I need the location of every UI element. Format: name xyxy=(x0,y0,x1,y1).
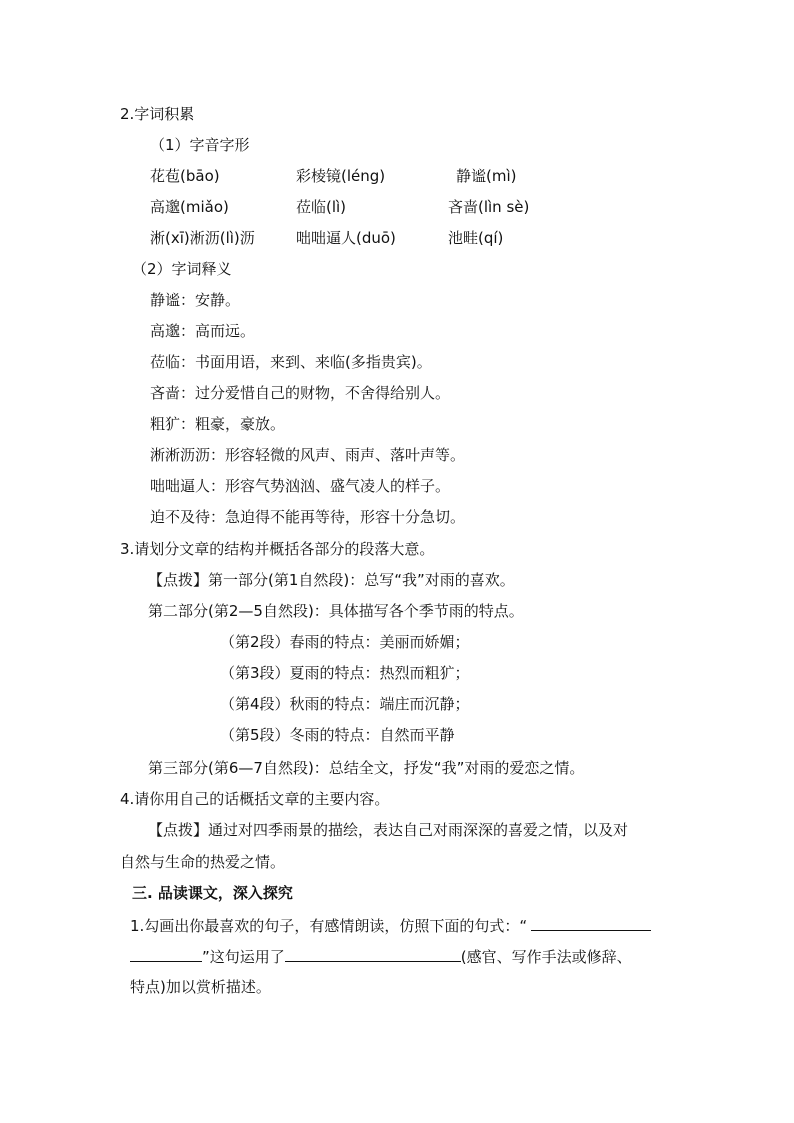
summary-answer-line-2: 自然与生命的热爱之情。 xyxy=(120,853,286,871)
definition-item: 迫不及待：急迫得不能再等待，形容十分急切。 xyxy=(150,508,466,526)
word-entry: 吝啬(lìn sè) xyxy=(448,198,530,216)
definition-item: 粗犷：粗豪，豪放。 xyxy=(150,415,286,433)
answer-blank[interactable] xyxy=(130,946,202,962)
part-three-heading: 三. 品读课文，深入探究 xyxy=(132,884,293,902)
definition-item: 莅临：书面用语，来到、来临(多指贵宾)。 xyxy=(150,353,432,371)
section-3-question: 3.请划分文章的结构并概括各部分的段落大意。 xyxy=(120,540,435,558)
definition-item: 高邈：高而远。 xyxy=(150,322,256,340)
structure-part-3: 第三部分(第6—7自然段)：总结全文，抒发“我”对雨的爱恋之情。 xyxy=(148,759,585,777)
word-entry: 静谧(mì) xyxy=(456,167,517,185)
definition-item: 静谧：安静。 xyxy=(150,291,241,309)
structure-part-2: 第二部分(第2—5自然段)：具体描写各个季节雨的特点。 xyxy=(148,602,524,620)
word-entry: 彩棱镜(léng) xyxy=(296,167,386,185)
answer-blank[interactable] xyxy=(285,946,461,962)
word-entry: 高邈(miǎo) xyxy=(150,198,229,216)
season-item: （第5段）冬雨的特点：自然而平静 xyxy=(220,726,455,744)
word-entry: 咄咄逼人(duō) xyxy=(296,229,396,247)
definition-item: 淅淅沥沥：形容轻微的风声、雨声、落叶声等。 xyxy=(150,446,466,464)
definition-item: 咄咄逼人：形容气势汹汹、盛气凌人的样子。 xyxy=(150,477,451,495)
word-entry: 花苞(bāo) xyxy=(150,167,220,185)
question-1-text: 1.勾画出你最喜欢的句子，有感情朗读，仿照下面的句式：“ xyxy=(130,917,528,935)
section-2-heading: 2.字词积累 xyxy=(120,105,195,123)
definition-item: 吝啬：过分爱惜自己的财物，不舍得给别人。 xyxy=(150,384,451,402)
question-1-mid-text: ”这句运用了 xyxy=(202,948,285,966)
structure-part-1 xyxy=(148,570,515,590)
word-entry: 淅(xī)淅沥(lì)沥 xyxy=(150,229,255,247)
season-item: （第4段）秋雨的特点：端庄而沉静； xyxy=(220,695,470,713)
word-entry: 池畦(qí) xyxy=(448,229,504,247)
question-1-line-3: 特点)加以赏析描述。 xyxy=(130,978,271,996)
question-1-line-2 xyxy=(130,946,632,967)
tip-label: 【点拨】 xyxy=(148,821,209,839)
part-1-text: 第一部分(第1自然段)：总写“我”对雨的喜欢。 xyxy=(208,571,515,589)
summary-answer-line-1 xyxy=(148,820,628,840)
season-item: （第3段）夏雨的特点：热烈而粗犷； xyxy=(220,664,470,682)
question-1-end-text: (感官、写作手法或修辞、 xyxy=(460,948,632,966)
question-1-line-1 xyxy=(130,915,651,936)
subheading-definitions: （2）字词释义 xyxy=(132,260,232,278)
subheading-pronunciation: （1）字音字形 xyxy=(150,136,250,154)
section-4-question: 4.请你用自己的话概括文章的主要内容。 xyxy=(120,790,390,808)
answer-text: 通过对四季雨景的描绘，表达自己对雨深深的喜爱之情，以及对 xyxy=(208,821,629,839)
tip-label: 【点拨】 xyxy=(148,571,209,589)
answer-blank[interactable] xyxy=(531,915,651,931)
word-entry: 莅临(lì) xyxy=(296,198,347,216)
season-item: （第2段）春雨的特点：美丽而娇媚； xyxy=(220,633,470,651)
